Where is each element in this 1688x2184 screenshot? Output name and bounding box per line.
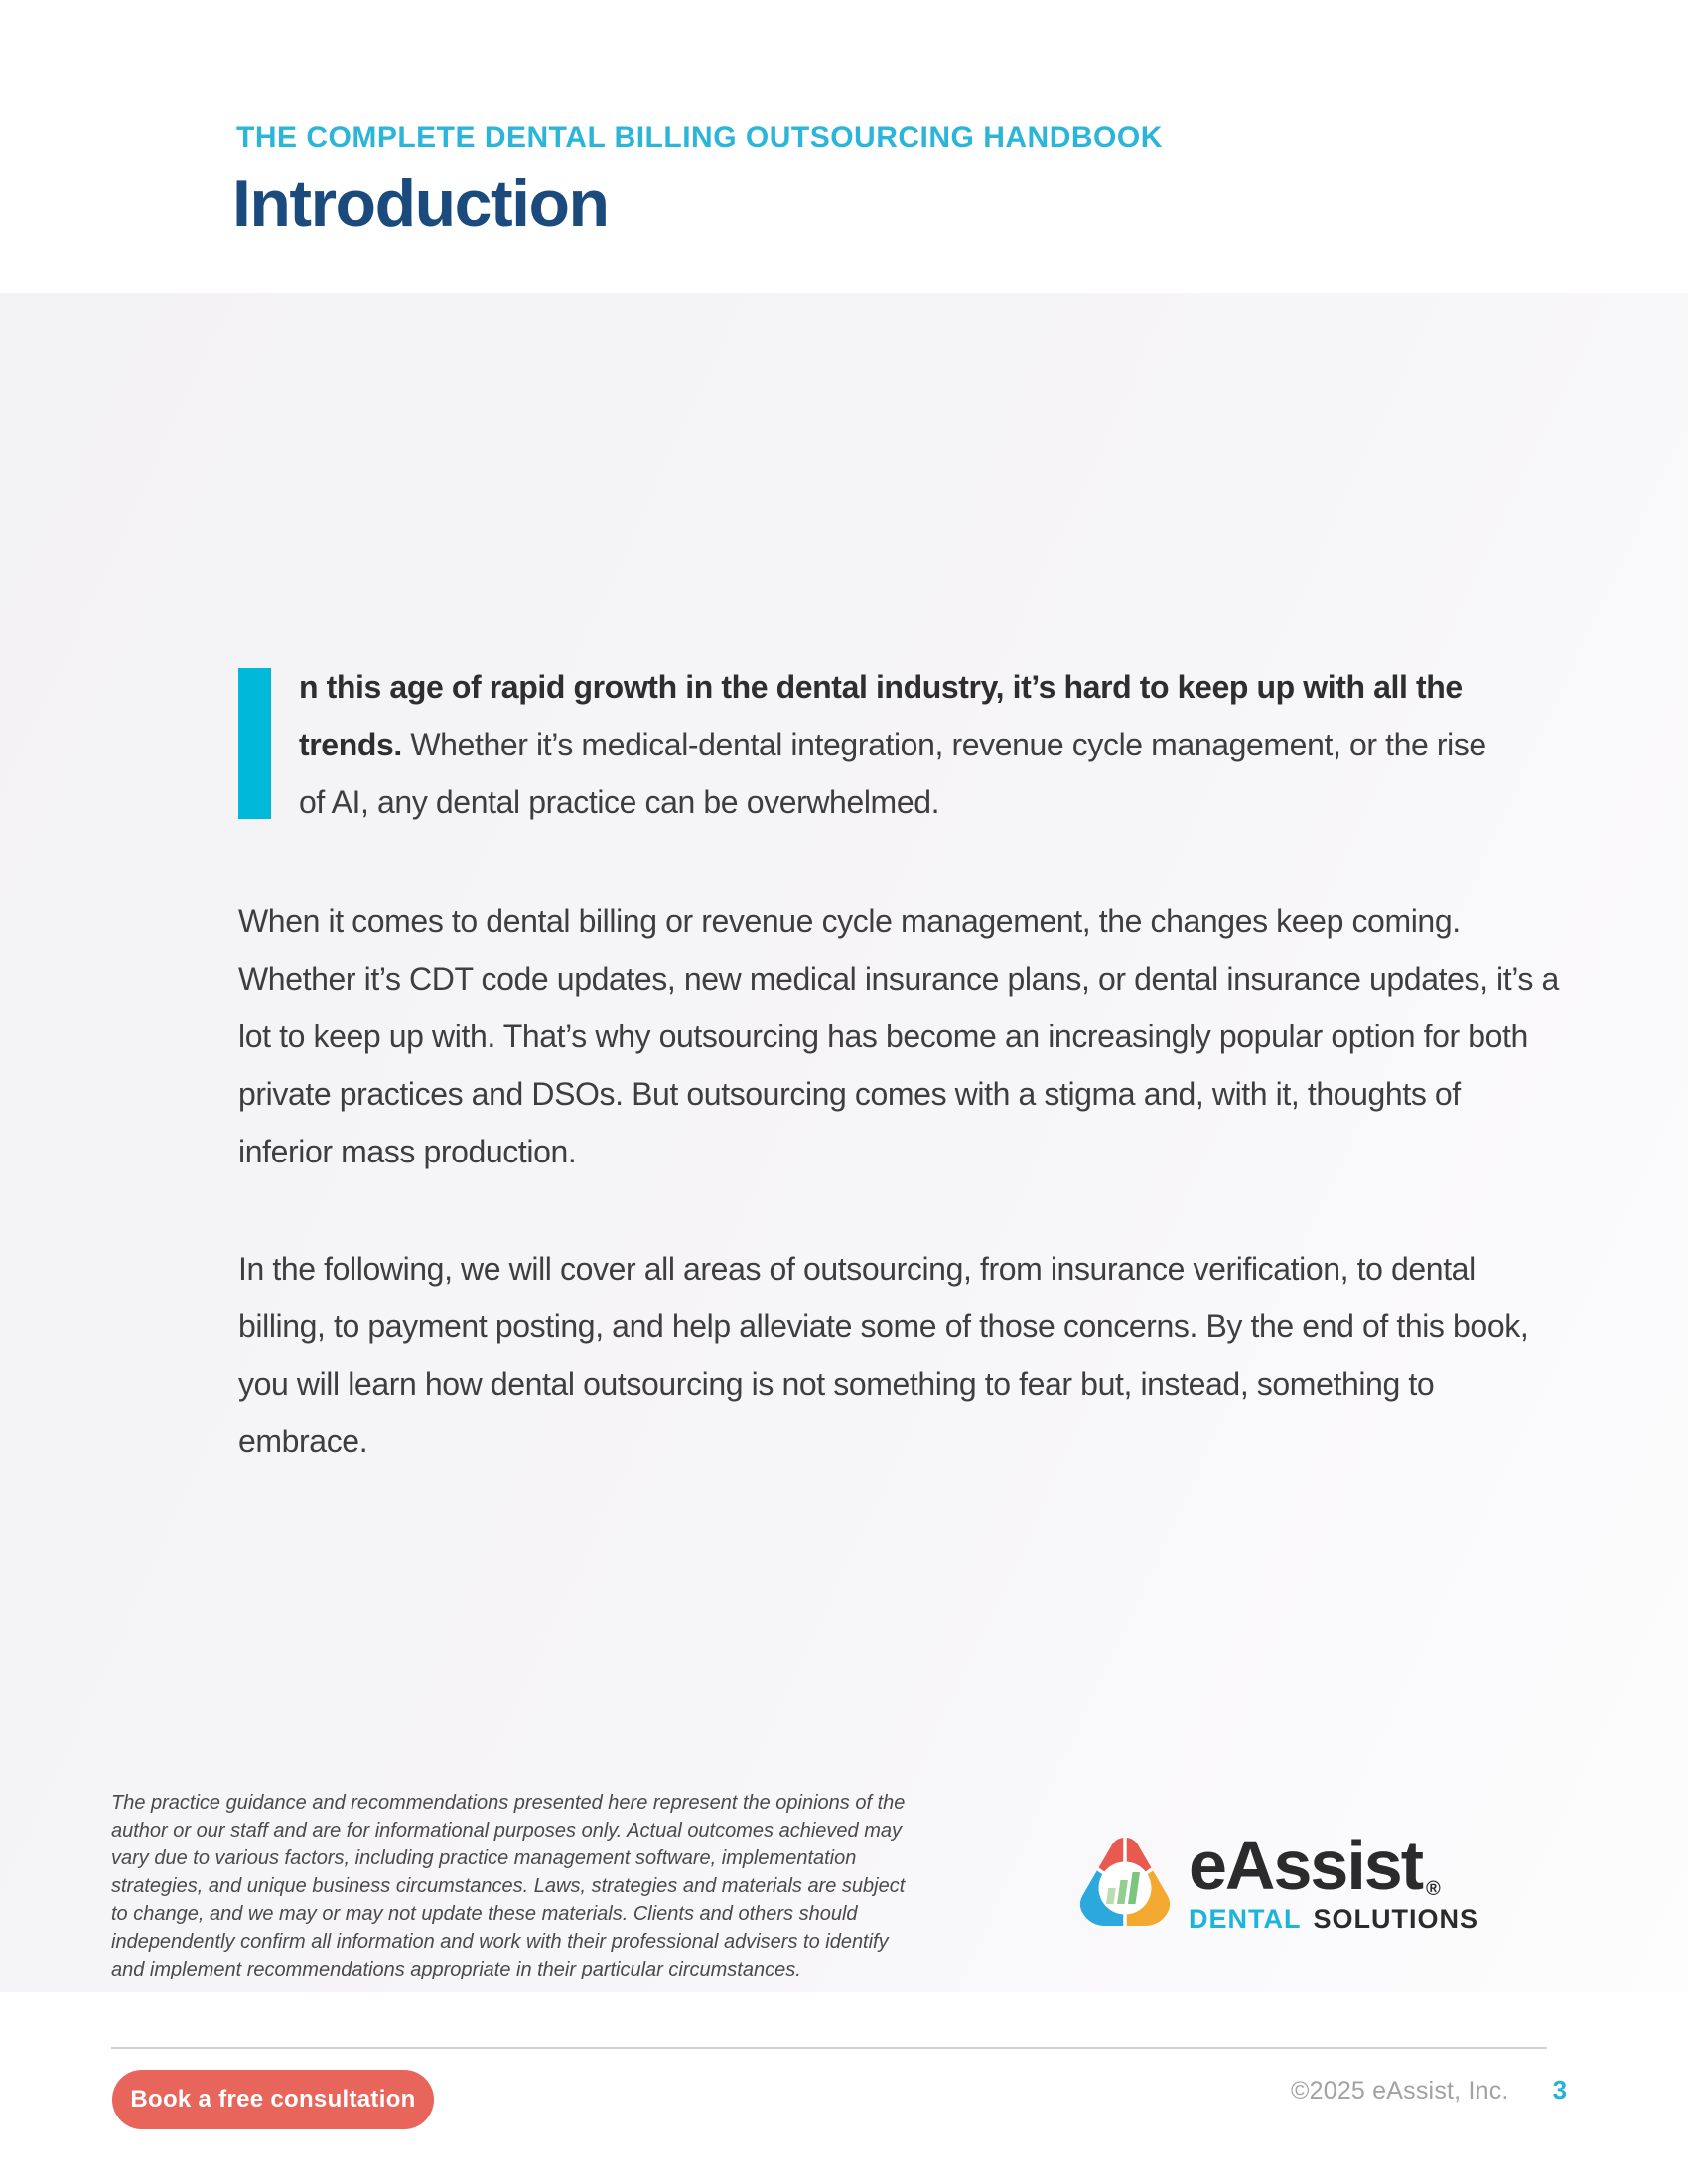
handbook-eyebrow: THE COMPLETE DENTAL BILLING OUTSOURCING HANDBOOK [236,121,1163,154]
eassist-name: eAssist [1189,1827,1423,1904]
eassist-tagline [1189,1904,1478,1935]
lead-paragraph-text [299,658,1500,831]
lead-regular-text: Whether it’s medical-dental integration, revenue cycle management, or the rise of AI, any dental practice can be overwhelmed. [299,727,1486,820]
page-number: 3 [1552,2075,1568,2105]
paragraph-book-overview: In the following, we will cover all areas of outsourcing, from insurance verification, to dental billing, to payment posting, and help alleviate some of those concerns. By the end of this book, you will learn how dental outsourcing is not something to fear but, instead, something to embrace. [238,1251,1529,1459]
tagline-dental: DENTAL [1189,1904,1302,1934]
registered-mark: ® [1426,1878,1441,1900]
eassist-trefoil-chart-icon [1075,1835,1175,1932]
eassist-logo-text [1189,1827,1479,1935]
book-consultation-button[interactable]: Book a free consultation [112,2070,434,2129]
eassist-logo [1075,1827,1479,1935]
page-title: Introduction [232,166,609,241]
dropcap-i-bar [238,668,271,819]
footer-meta [1291,2075,1567,2106]
footer-divider [111,2047,1547,2049]
copyright-text: ©2025 eAssist, Inc. [1291,2077,1509,2105]
lead-bold-text: n this age of rapid growth in the dental industry, it’s hard to keep up with all the trends. [299,669,1463,762]
legal-disclaimer: The practice guidance and recommendations presented here represent the opinions of the author or our staff and are for informational purposes only. Actual outcomes achieved may vary due to various factors, including practice management software, implementation strategies, and unique business circumstances. Laws, strategies and materials are subject to change, and we may or may not update these materials. Clients and others should independently confirm all information and work with their professional advisers to identify and implement recommendations appropriate in their particular circumstances. [111,1792,906,1980]
lead-paragraph [238,658,1500,831]
eassist-wordmark [1189,1827,1478,1904]
tagline-solutions: SOLUTIONS [1313,1904,1479,1934]
paragraph-outsourcing-changes: When it comes to dental billing or revenue cycle management, the changes keep coming. Whether it’s CDT code updates, new medical insurance plans, or dental insurance updates, it’s a lot to keep up with. That’s why outsourcing has become an increasingly popular option for both private practices and DSOs. But outsourcing comes with a stigma and, with it, thoughts of inferior mass production. [238,903,1559,1169]
